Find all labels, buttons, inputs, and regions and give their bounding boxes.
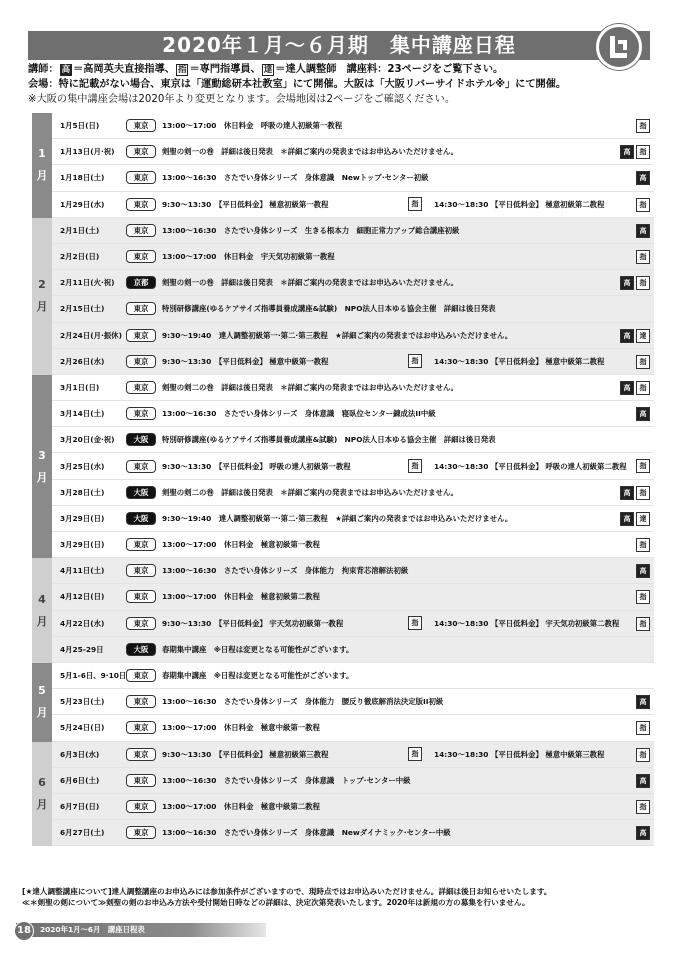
row-badges <box>636 171 650 185</box>
row-badges <box>636 590 650 604</box>
instructor-badge: 指 <box>636 800 650 814</box>
row-description: 13:00〜16:30 さたでい身体シリーズ 身体意識 Newダイナミック·センター中級 <box>162 828 451 838</box>
month-rows <box>52 742 654 847</box>
row-description: 9:30〜13:30 【平日低料金】 極意初級第一教程 <box>162 199 329 209</box>
takaoka-badge: 高 <box>620 381 634 395</box>
row-date: 1月18日(土) <box>60 173 105 183</box>
schedule-row[interactable] <box>52 742 654 768</box>
row-date: 3月25日(水) <box>60 461 105 471</box>
schedule-row[interactable] <box>52 453 654 479</box>
month-rows <box>52 375 654 558</box>
instructor-badge: 指 <box>408 616 422 630</box>
row-badges <box>620 329 650 343</box>
row-description: 9:30〜19:40 達人調整初級第一·第二·第三教程 ★詳細ご案内の発表まではお申込みいただけません。 <box>162 513 513 523</box>
row-date: 1月13日(月·祝) <box>60 147 115 157</box>
venue-tag: 東京 <box>126 826 156 839</box>
instructor-badge: 指 <box>636 590 650 604</box>
venue-tag: 大阪 <box>126 486 156 499</box>
info-block <box>28 62 668 107</box>
instructor-badge: 指 <box>636 276 650 290</box>
row-badges <box>636 800 650 814</box>
row-date: 6月6日(土) <box>60 775 100 785</box>
row-date: 2月1日(土) <box>60 225 100 235</box>
venue-tag: 東京 <box>126 171 156 184</box>
row-description: 9:30〜19:40 達人調整初級第一·第二·第三教程 ★詳細ご案内の発表まではお申込みいただけません。 <box>162 330 513 340</box>
instructor-badge: 指 <box>636 721 650 735</box>
venue-tag: 東京 <box>126 669 156 682</box>
schedule-row[interactable] <box>52 480 654 506</box>
month-label-char: 月 <box>36 300 48 314</box>
row-date: 1月5日(日) <box>60 121 100 131</box>
month-label <box>32 742 52 847</box>
takaoka-badge: 高 <box>620 486 634 500</box>
row-date: 6月7日(日) <box>60 801 100 811</box>
schedule-row[interactable] <box>52 296 654 322</box>
row-date: 2月11日(火·祝) <box>60 278 115 288</box>
venue-tag: 東京 <box>126 250 156 263</box>
venue-tag: 東京 <box>126 721 156 734</box>
row-description: 9:30〜13:30 【平日低料金】 極意初級第三教程 <box>162 749 329 759</box>
row-date: 4月25-29日 <box>60 644 104 654</box>
row-description: 13:00〜17:00 休日料金 極意初級第一教程 <box>162 540 320 550</box>
footnotes <box>22 886 672 908</box>
venue-note: ※大阪の集中講座会場は2020年より変更となります。会場地図は2ページをご確認ください。 <box>28 94 456 105</box>
month-group <box>32 558 654 663</box>
venue-tag: 東京 <box>126 564 156 577</box>
row-description: 9:30〜13:30 【平日低料金】 宇天気功初級第一教程 <box>162 618 344 628</box>
month-label <box>32 218 52 375</box>
row-description-afternoon: 14:30〜18:30 【平日低料金】 宇天気功初級第二教程 <box>434 618 620 628</box>
row-badges <box>620 145 650 159</box>
instructor-badge: 指 <box>636 486 650 500</box>
row-description: 13:00〜16:30 さたでい身体シリーズ 身体能力 腰反り徹底解消法決定版II初級 <box>162 697 444 707</box>
schedule-row[interactable] <box>52 689 654 715</box>
venue-tag: 京都 <box>126 276 156 289</box>
row-date: 5月23日(土) <box>60 697 105 707</box>
venue-tag: 東京 <box>126 224 156 237</box>
row-badges <box>636 355 650 369</box>
month-group <box>32 742 654 847</box>
venue-tag: 大阪 <box>126 512 156 525</box>
schedule-row[interactable] <box>52 401 654 427</box>
instructor-badge: 指 <box>636 250 650 264</box>
schedule-row[interactable] <box>52 427 654 453</box>
row-description: 特別研修講座(ゆるケアサイズ指導員養成講座&試験) NPO法人日本ゆる協会主催 詳細は後日発表 <box>162 304 496 314</box>
takaoka-badge: 高 <box>636 564 650 578</box>
venue-tag: 東京 <box>126 407 156 420</box>
venue-tag: 大阪 <box>126 433 156 446</box>
row-badges <box>620 276 650 290</box>
row-date: 4月11日(土) <box>60 566 105 576</box>
venue-tag: 東京 <box>126 198 156 211</box>
page-footer <box>16 923 266 937</box>
schedule-row[interactable] <box>52 244 654 270</box>
row-badges <box>636 407 650 421</box>
takaoka-badge: 高 <box>636 774 650 788</box>
month-rows <box>52 113 654 218</box>
row-description: 13:00〜17:00 休日料金 極意初級第二教程 <box>162 592 320 602</box>
month-label <box>32 375 52 558</box>
legend-text-2: ＝専門指導員、 <box>189 64 261 75</box>
month-label-char: 月 <box>36 706 48 720</box>
instructor-badge: 指 <box>408 197 422 211</box>
badge-takaoka-legend: 高 <box>61 65 71 75</box>
row-description: 13:00〜16:30 さたでい身体シリーズ 生きる根本力 細胞正常力アップ総合講座初級 <box>162 225 460 235</box>
month-group <box>32 218 654 375</box>
row-date: 3月1日(日) <box>60 382 100 392</box>
schedule-row[interactable] <box>52 768 654 794</box>
row-description: 剣聖の剣二の巻 詳細は後日発表 ＊詳細ご案内の発表まではお申込みいただけません。 <box>162 382 459 392</box>
row-date: 2月26日(水) <box>60 356 105 366</box>
row-description: 13:00〜17:00 休日料金 極意中級第一教程 <box>162 723 320 733</box>
venue-tag: 大阪 <box>126 643 156 656</box>
row-badges <box>636 721 650 735</box>
footer-text: 2020年1月〜6月 講座日程表 <box>40 925 145 934</box>
takaoka-badge: 高 <box>620 329 634 343</box>
row-badges <box>620 381 650 395</box>
venue-tag: 東京 <box>126 800 156 813</box>
row-description: 13:00〜17:00 休日料金 極意中級第二教程 <box>162 801 320 811</box>
instructor-badge: 指 <box>636 381 650 395</box>
row-description-afternoon: 14:30〜18:30 【平日低料金】 極意初級第二教程 <box>434 199 605 209</box>
venue-tag: 東京 <box>126 617 156 630</box>
instructor-badge: 指 <box>408 459 422 473</box>
venue-tag: 東京 <box>126 302 156 315</box>
row-date: 3月20日(金·祝) <box>60 435 115 445</box>
venue-tag: 東京 <box>126 695 156 708</box>
schedule-row[interactable] <box>52 375 654 401</box>
row-badges <box>636 826 650 840</box>
schedule-row[interactable] <box>52 611 654 637</box>
month-label-char: 月 <box>36 614 48 628</box>
row-badges <box>636 695 650 709</box>
row-description: 剣聖の剣一の巻 詳細は後日発表 ＊詳細ご案内の発表まではお申込みいただけません。 <box>162 147 459 157</box>
row-date: 3月28日(土) <box>60 487 105 497</box>
venue-tag: 東京 <box>126 381 156 394</box>
badge-master-legend: 達 <box>263 65 273 75</box>
month-label-char: 月 <box>36 797 48 811</box>
row-description: 春期集中講座 ※日程は変更となる可能性がございます。 <box>162 671 354 681</box>
page-title: 2020年１月〜６月期 集中講座日程 <box>28 31 650 60</box>
row-description: 13:00〜16:30 さたでい身体シリーズ 身体意識 Newトップ·センター初級 <box>162 173 429 183</box>
row-description: 9:30〜13:30 【平日低料金】 極意中級第一教程 <box>162 356 329 366</box>
month-label-char: 月 <box>36 470 48 484</box>
row-date: 2月2日(日) <box>60 252 100 262</box>
venue-tag: 東京 <box>126 748 156 761</box>
legend-line <box>28 62 668 77</box>
row-date: 3月29日(日) <box>60 540 105 550</box>
schedule-row[interactable] <box>52 506 654 532</box>
page-number: 18 <box>14 921 34 941</box>
row-date: 1月29日(水) <box>60 199 105 209</box>
venue-tag: 東京 <box>126 590 156 603</box>
venue-tag: 東京 <box>126 119 156 132</box>
month-group <box>32 113 654 218</box>
month-label-char: 1 <box>38 147 46 161</box>
month-label <box>32 663 52 742</box>
legend-prefix: 講師： <box>28 64 59 75</box>
month-label-char: 6 <box>38 775 46 789</box>
takaoka-badge: 高 <box>620 145 634 159</box>
row-description-afternoon: 14:30〜18:30 【平日低料金】 極意中級第三教程 <box>434 749 605 759</box>
instructor-badge: 指 <box>636 459 650 473</box>
instructor-badge: 指 <box>636 119 650 133</box>
month-label-char: 4 <box>38 592 46 606</box>
schedule-row[interactable] <box>52 820 654 846</box>
footnote-master: [★達人調整講座について]達人調整講座のお申込みには参加条件がございますので、現時点ではお申込みいただけません。詳細は後日お知らせいたします。 <box>22 887 552 896</box>
month-group <box>32 663 654 742</box>
legend-text-3: ＝達人調整師 講座料：23ページをご覧下さい。 <box>275 64 504 75</box>
row-description: 剣聖の剣一の巻 詳細は後日発表 ＊詳細ご案内の発表まではお申込みいただけません。 <box>162 278 459 288</box>
instructor-badge: 達 <box>636 512 650 526</box>
row-badges <box>636 224 650 238</box>
schedule-row[interactable] <box>52 794 654 820</box>
month-label <box>32 558 52 663</box>
row-description: 13:00〜17:00 休日料金 呼吸の達人初級第一教程 <box>162 121 343 131</box>
schedule-table <box>32 113 654 846</box>
month-rows <box>52 663 654 742</box>
row-date: 4月22日(水) <box>60 618 105 628</box>
row-description: 特別研修講座(ゆるケアサイズ指導員養成講座&試験) NPO法人日本ゆる協会主催 詳細は後日発表 <box>162 435 496 445</box>
row-badges <box>636 198 650 212</box>
row-date: 6月3日(水) <box>60 749 100 759</box>
instructor-badge: 指 <box>636 198 650 212</box>
row-description: 剣聖の剣二の巻 詳細は後日発表 ＊詳細ご案内の発表まではお申込みいただけません。 <box>162 487 459 497</box>
footnote-sword: ≪＊剣聖の剣について≫剣聖の剣のお申込み方法や受付開始日時などの詳細は、決定次第発表いたします。2020年は新規の方の募集を行いません。 <box>22 898 530 907</box>
schedule-row[interactable] <box>52 139 654 165</box>
row-badges <box>636 774 650 788</box>
row-badges <box>636 617 650 631</box>
row-badges <box>636 538 650 552</box>
instructor-badge: 指 <box>636 748 650 762</box>
takaoka-badge: 高 <box>620 512 634 526</box>
takaoka-badge: 高 <box>636 695 650 709</box>
row-date: 6月27日(土) <box>60 828 105 838</box>
row-badges <box>636 250 650 264</box>
month-label-char: 5 <box>38 684 46 698</box>
venue-tag: 東京 <box>126 538 156 551</box>
row-badges <box>636 459 650 473</box>
month-label-char: 月 <box>36 169 48 183</box>
instructor-badge: 指 <box>636 145 650 159</box>
row-badges <box>636 119 650 133</box>
schedule-row[interactable] <box>52 165 654 191</box>
schedule-row[interactable] <box>52 558 654 584</box>
schedule-row[interactable] <box>52 192 654 218</box>
row-badges <box>620 512 650 526</box>
row-date: 2月15日(土) <box>60 304 105 314</box>
badge-instructor-legend: 指 <box>177 65 187 75</box>
schedule-row[interactable] <box>52 584 654 610</box>
takaoka-badge: 高 <box>636 171 650 185</box>
instructor-badge: 指 <box>636 538 650 552</box>
row-description: 9:30〜13:30 【平日低料金】 呼吸の達人初級第一教程 <box>162 461 351 471</box>
schedule-row[interactable] <box>52 270 654 296</box>
row-badges <box>620 486 650 500</box>
instructor-badge: 指 <box>408 747 422 761</box>
month-label-char: 3 <box>38 448 46 462</box>
venue-tag: 東京 <box>126 329 156 342</box>
venue-tag: 東京 <box>126 145 156 158</box>
schedule-row[interactable] <box>52 637 654 663</box>
month-label-char: 2 <box>38 278 46 292</box>
schedule-row[interactable] <box>52 113 654 139</box>
month-rows <box>52 558 654 663</box>
schedule-row[interactable] <box>52 323 654 349</box>
row-description: 13:00〜16:30 さたでい身体シリーズ 身体能力 拘束背芯溶解法初級 <box>162 566 409 576</box>
venue-tag: 東京 <box>126 355 156 368</box>
row-date: 3月14日(土) <box>60 409 105 419</box>
takaoka-badge: 高 <box>636 826 650 840</box>
row-description: 13:00〜16:30 さたでい身体シリーズ 身体意識 トップ·センター中級 <box>162 775 411 785</box>
month-label <box>32 113 52 218</box>
takaoka-badge: 高 <box>636 224 650 238</box>
takaoka-badge: 高 <box>636 407 650 421</box>
venue-line: 会場：特に記載がない場合、東京は「運動総研本社教室」にて開催。大阪は「大阪リバーサイドホテル※」にて開催。 <box>28 79 567 90</box>
schedule-row[interactable] <box>52 218 654 244</box>
month-rows <box>52 218 654 375</box>
row-date: 5月24日(日) <box>60 723 105 733</box>
instructor-badge: 指 <box>636 617 650 631</box>
row-badges <box>636 564 650 578</box>
instructor-badge: 指 <box>636 355 650 369</box>
row-description: 13:00〜17:00 休日料金 宇天気功初級第一教程 <box>162 252 335 262</box>
row-badges <box>636 748 650 762</box>
month-group <box>32 375 654 558</box>
legend-text-1: ＝高岡英夫直接指導、 <box>73 64 175 75</box>
row-date: 4月12日(日) <box>60 592 105 602</box>
instructor-badge: 達 <box>636 329 650 343</box>
schedule-row[interactable] <box>52 532 654 558</box>
row-description-afternoon: 14:30〜18:30 【平日低料金】 極意中級第二教程 <box>434 356 605 366</box>
row-description-afternoon: 14:30〜18:30 【平日低料金】 呼吸の達人初級第二教程 <box>434 461 627 471</box>
venue-tag: 東京 <box>126 774 156 787</box>
venue-tag: 東京 <box>126 460 156 473</box>
row-description: 13:00〜16:30 さたでい身体シリーズ 身体意識 寝臥位センター錬成法II中級 <box>162 409 436 419</box>
instructor-badge: 指 <box>408 354 422 368</box>
row-date: 2月24日(月·振休) <box>60 330 122 340</box>
schedule-row[interactable] <box>52 715 654 741</box>
schedule-row[interactable] <box>52 349 654 375</box>
row-date: 5月1-6日、9·10日 <box>60 671 127 681</box>
takaoka-badge: 高 <box>620 276 634 290</box>
row-description: 春期集中講座 ※日程は変更となる可能性がございます。 <box>162 644 354 654</box>
schedule-row[interactable] <box>52 663 654 689</box>
row-date: 3月29日(日) <box>60 513 105 523</box>
